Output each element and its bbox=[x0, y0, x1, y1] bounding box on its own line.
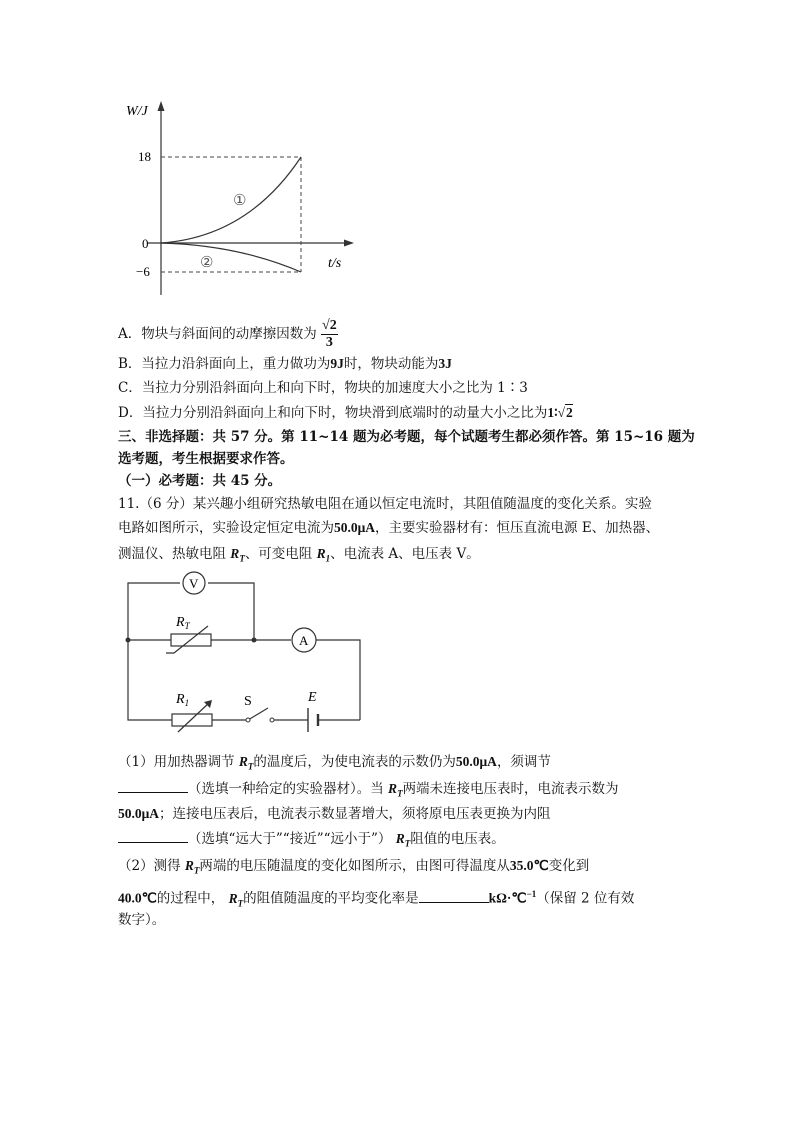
rt-symbol: $R_T$ bbox=[395, 831, 411, 849]
q11-line2: 电路如图所示，实验设定恒定电流为50.0μA，主要实验器材有：恒压直流电源 E、加热器、 bbox=[118, 520, 660, 536]
ammeter-label: A bbox=[299, 633, 309, 648]
sqrt-2: √2 bbox=[557, 405, 573, 420]
switch-blade bbox=[248, 708, 268, 720]
rt-symbol: $R_T$ bbox=[388, 781, 403, 799]
part1-line3: 50.0μA；连接电压表后，电流表示数显著增大，须将原电压表更换为内阻 bbox=[118, 806, 551, 822]
part2-line2: 40.0℃的过程中， $R_T$的阻值随温度的平均变化率是 kΩ·℃$^{-1}$（保留 2 位有效 bbox=[118, 889, 635, 909]
wire-voltmeter-branch bbox=[128, 583, 180, 640]
junction-left bbox=[126, 638, 131, 643]
rt-symbol: $R_T$ bbox=[238, 754, 254, 772]
junction-right bbox=[252, 638, 257, 643]
part1-line2: （选填一种给定的实验器材）。当 $R_T$两端未连接电压表时，电流表示数为 bbox=[118, 778, 619, 804]
x-axis-label: t/s bbox=[328, 256, 342, 271]
voltmeter-label: V bbox=[189, 576, 199, 591]
x-axis-arrow bbox=[344, 240, 354, 247]
curve-2 bbox=[161, 243, 301, 272]
section-heading-line2: 选考题，考生根据要求作答。 bbox=[118, 451, 294, 467]
wire-left-down bbox=[128, 640, 172, 720]
wire-voltmeter-right bbox=[208, 583, 254, 640]
y-tick-18: 18 bbox=[138, 149, 151, 164]
circuit-diagram bbox=[118, 568, 378, 733]
rt-label: $R_T$ bbox=[176, 615, 190, 631]
sub-heading: （一）必考题：共 45 分。 bbox=[118, 473, 282, 489]
part2-line3: 数字）。 bbox=[118, 912, 166, 928]
option-a: A．物块与斜面间的动摩擦因数为 $\frac{√2}{3}$ bbox=[118, 318, 337, 350]
source-label: E bbox=[308, 690, 317, 705]
q11-line3: 测温仪、热敏电阻 $R_T$、可变电阻 $R_1$、电流表 A、电压表 V。 bbox=[118, 546, 480, 564]
rt-symbol: $R_T$ bbox=[228, 890, 244, 909]
switch-terminal-left bbox=[246, 718, 250, 722]
rt-symbol: $R_T$ bbox=[184, 858, 200, 876]
switch-terminal-right bbox=[270, 718, 274, 722]
part2-line1: （2）测得 $R_T$两端的电压随温度的变化如图所示，由图可得温度从35.0℃变化到 bbox=[118, 858, 590, 876]
y-tick-neg6: −6 bbox=[136, 264, 150, 279]
work-time-graph bbox=[118, 95, 368, 305]
answer-blank-2[interactable] bbox=[118, 828, 188, 843]
part1-line1: （1）用加热器调节 $R_T$的温度后，为使电流表的示数仍为50.0μA，须调节 bbox=[118, 754, 551, 772]
answer-blank-1[interactable] bbox=[118, 778, 188, 793]
y-axis-label: W/J bbox=[126, 104, 148, 119]
r1-symbol: $R_1$ bbox=[316, 546, 331, 564]
curve-1-label: ① bbox=[233, 193, 247, 209]
resistor-r1 bbox=[172, 714, 212, 726]
answer-blank-3[interactable] bbox=[419, 888, 489, 903]
rt-symbol: $R_T$ bbox=[230, 546, 245, 564]
fraction-sqrt2-over-3: $\frac{√2}{3}$ bbox=[322, 318, 337, 350]
y-tick-0: 0 bbox=[142, 236, 149, 251]
option-c: C．当拉力分别沿斜面向上和向下时，物块的加速度大小之比为 1∶3 bbox=[118, 380, 528, 396]
y-axis-arrow bbox=[158, 101, 165, 111]
q11-line1: 11.（6 分）某兴趣小组研究热敏电阻在通以恒定电流时，其阻值随温度的变化关系。实验 bbox=[118, 496, 652, 512]
curve-1 bbox=[161, 157, 301, 243]
curve-2-label: ② bbox=[200, 255, 214, 271]
wire-ammeter-right bbox=[316, 640, 360, 720]
section-heading-line1: 三、非选择题：共 57 分。第 11~14 题为必考题，每个试题考生都必须作答。第 15~16 题为 bbox=[118, 429, 695, 445]
switch-label: S bbox=[244, 694, 252, 709]
part1-line4: （选填“远大于”“接近”“远小于”） $R_T$阻值的电压表。 bbox=[118, 828, 505, 854]
option-b: B．当拉力沿斜面向上，重力做功为9J时，物块动能为3J bbox=[118, 356, 452, 372]
r1-label: $R_1$ bbox=[176, 692, 190, 708]
option-d: D．当拉力分别沿斜面向上和向下时，物块滑到底端时的动量大小之比为1∶√2 bbox=[118, 405, 573, 421]
